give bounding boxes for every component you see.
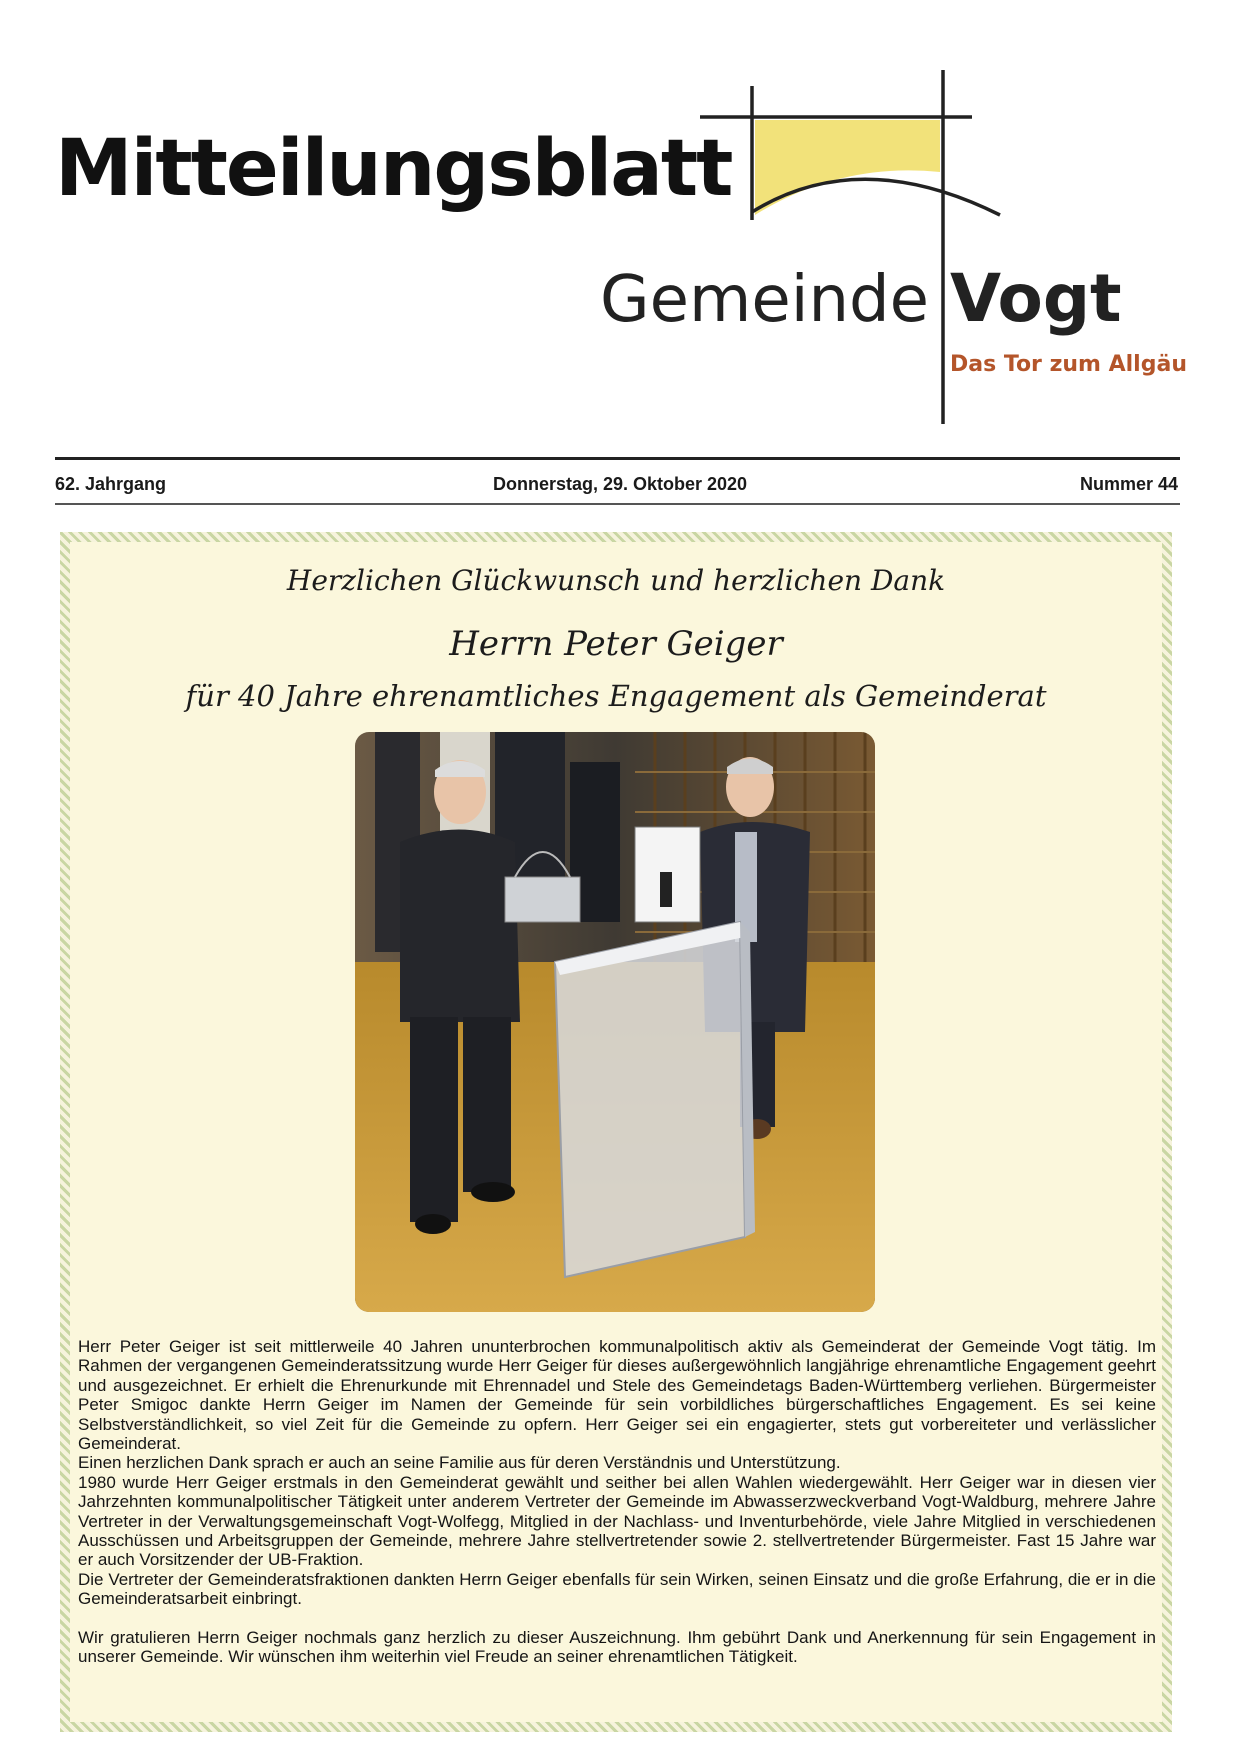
divider-top (55, 457, 1180, 460)
masthead-title: Mitteilungsblatt (55, 124, 732, 214)
divider-bottom (55, 503, 1180, 505)
article-paragraph-4: Die Vertreter der Gemeinderatsfraktionen dankten Herrn Geiger ebenfalls für sein Wirken, seinen Einsatz und die große Erfahrung, die er in die Gemeinderatsarbeit einbringt. (78, 1569, 1156, 1609)
headline-occasion: für 40 Jahre ehrenamtliches Engagement als Gemeinderat (185, 679, 1047, 713)
article-box (60, 532, 1172, 1732)
municipality-name: Gemeinde (600, 263, 930, 337)
issue-year: 62. Jahrgang (55, 474, 167, 494)
photo-illustration (355, 732, 875, 1312)
tagline: Das Tor zum Allgäu (950, 352, 1187, 377)
issue-number: Nummer 44 (1079, 474, 1178, 494)
issue-date: Donnerstag, 29. Oktober 2020 (492, 474, 748, 494)
headline-honoree: Herrn Peter Geiger (449, 624, 783, 664)
article-paragraph-1: Herr Peter Geiger ist seit mittlerweile 40 Jahren ununterbrochen kommunalpolitisch aktiv als Gemeinderat der Gemeinde Vogt tätig. Im Rahmen der vergangenen Gemeinderatssitzung wurde Herr Geiger für dieses außergewöhnlich langjährige ehrenamtliche Engagement geehrt und ausgezeichnet. Er erhielt die Ehrenurkunde mit Ehrennadel und Stele des Gemeindetags Baden-Württemberg verliehen. Bürgermeister Peter Smigoc dankte Herrn Geiger im Namen der Gemeinde für sein vorbildliches bürgerschaftliches Engagement. Es sei keine Selbstverständlichkeit, so viel Zeit für die Gemeinde zu opfern. Herr Geiger sei ein engagierter, stets gut vorbereiteter und verlässlicher Gemeinderat. (78, 1337, 1156, 1454)
award-photo (355, 732, 875, 1312)
masthead (0, 0, 1240, 440)
municipality-name-bold: Vogt (950, 260, 1122, 337)
headline-congratulations: Herzlichen Glückwunsch und herzlichen Dank (286, 564, 946, 597)
article-paragraph-5: Wir gratulieren Herrn Geiger nochmals ganz herzlich zu dieser Auszeichnung. Ihm gebührt Dank und Anerkennung für sein Engagement in unserer Gemeinde. Wir wünschen ihm weiterhin viel Freude an seiner ehrenamtlichen Tätigkeit. (78, 1627, 1156, 1667)
article-paragraph-2: Einen herzlichen Dank sprach er auch an seine Familie aus für deren Verständnis und Unterstützung. (78, 1453, 841, 1473)
paragraph-spacer (78, 1609, 1156, 1628)
article-paragraph-3: 1980 wurde Herr Geiger erstmals in den Gemeinderat gewählt und seither bei allen Wahlen wiedergewählt. Herr Geiger war in diesen vier Jahrzehnten kommunalpolitischer Tätigkeit unter anderem Vertreter der Gemeinde im Abwasserzweckverband Vogt-Waldburg, mehrere Jahre Vertreter in der Verwaltungsgemeinschaft Vogt-Wolfegg, Mitglied in der Nachlass- und Inventurbehörde, viele Jahre Mitglied in verschiedenen Ausschüssen und Arbeitsgruppen der Gemeinde, mehrere Jahre stellvertretender sowie 2. stellvertretender Bürgermeister. Fast 15 Jahre war er auch Vorsitzender der UB-Fraktion. (78, 1472, 1156, 1570)
article-body (78, 1337, 1156, 1667)
